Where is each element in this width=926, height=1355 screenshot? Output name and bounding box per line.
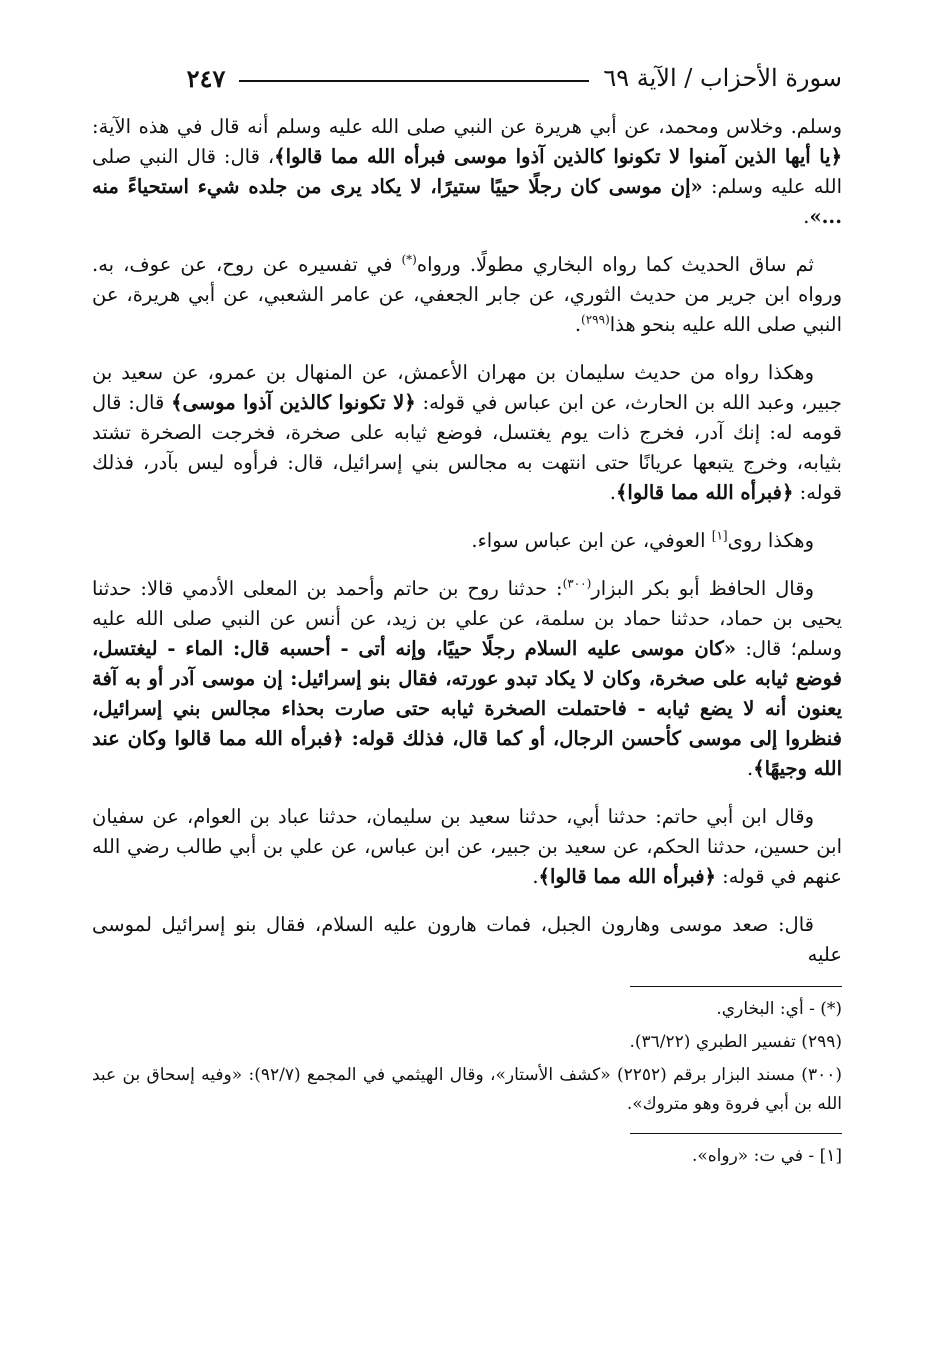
header-rule: [239, 80, 589, 82]
paragraph: [92, 574, 842, 784]
text-run: قال: قال قومه له: إنك آدر، فخرج ذات يوم يغتسل، فوضع ثيابه على صخرة، فخرجت الصخرة تشتد بثيابه، وخرج يتبعها عريانًا حتى انتهت به مجالس بني إسرائيل، قال: فرأوه ليس بآدر، فذلك قوله:: [92, 391, 842, 504]
text-run: ثم ساق الحديث كما رواه البخاري مطولًا. ورواه: [416, 253, 814, 276]
text-run: .: [609, 481, 616, 504]
variant-note: [١] - في ت: «رواه».: [691, 1146, 842, 1166]
quoted-text: «كان موسى عليه السلام رجلًا حييًا، وإنه أتى - أحسبه قال: الماء - ليغتسل، فوضع ثيابه على صخرة، وكان لا يكاد تبدو عورته، فقال بنو إسرائيل: إن موسى آدر أو به آفة يعنون أنه لا يضع ثيابه - فاحتملت الصخرة ثيابه حتى صارت بحذاء مجالس بني إسرائيل، فنظروا إلى موسى كأحسن الرجال، أو كما قال، فذلك قوله: ﴿فبرأه الله مما قالوا وكان عند الله وجيهًا﴾: [92, 637, 842, 780]
quoted-text: ﴿فبرأه الله مما قالوا﴾: [538, 865, 716, 888]
paragraph: [92, 112, 842, 232]
quoted-text: ﴿لا تكونوا كالذين آذوا موسى﴾: [171, 391, 416, 414]
quoted-text: ﴿فبرأه الله مما قالوا﴾: [615, 481, 794, 504]
quoted-text: «إن موسى كان رجلًا حييًا ستيرًا، لا يكاد يرى من جلده شيء استحياءً منه ...»: [92, 175, 842, 228]
text-run: .: [532, 865, 539, 888]
text-run: .: [574, 313, 582, 336]
footnote-marker: (٣٠٠): [562, 576, 592, 591]
text-run: في تفسيره عن روح، عن عوف، به. ورواه ابن جرير من حديث الثوري، عن جابر الجعفي، عن عامر الشعبي، عن أبي هريرة، عن النبي صلى الله عليه بنحو هذا: [92, 253, 842, 336]
footnote: (٢٩٩) تفسير الطبري (٣٦/٢٢).: [629, 1032, 842, 1052]
variant-notes: [92, 1142, 842, 1171]
text-run: وقال الحافظ أبو بكر البزار: [591, 577, 814, 600]
text-run: وهكذا روى: [727, 529, 814, 552]
header-title: سورة الأحزاب / الآية ٦٩: [603, 64, 842, 92]
text-run: .: [747, 757, 754, 780]
footnote-separator: [630, 986, 842, 987]
footnote-marker: (*): [401, 252, 417, 267]
text-run: العوفي، عن ابن عباس سواء.: [471, 529, 712, 552]
text-run: ، قال: قال النبي صلى الله عليه وسلم:: [92, 145, 842, 198]
text-run: وسلم. وخلاس ومحمد، عن أبي هريرة عن النبي صلى الله عليه وسلم أنه قال في هذه الآية:: [92, 115, 842, 138]
footnote: (٣٠٠) مسند البزار برقم (٢٢٥٢) «كشف الأستار»، وقال الهيثمي في المجمع (٩٢/٧): «وفيه إسحاق بن عبد الله بن أبي فروة وهو متروك».: [92, 1065, 842, 1114]
paragraph: [92, 802, 842, 892]
quoted-text: ﴿يا أيها الذين آمنوا لا تكونوا كالذين آذوا موسى فبرأه الله مما قالوا﴾: [274, 145, 842, 168]
text-run: .: [803, 205, 810, 228]
paragraph: [92, 250, 842, 340]
footnote: (*) - أي: البخاري.: [716, 999, 842, 1019]
body-text: [92, 112, 842, 970]
footnotes: [92, 995, 842, 1119]
text-run: قال: صعد موسى وهارون الجبل، فمات هارون عليه السلام، فقال بنو إسرائيل لموسى عليه: [92, 913, 842, 966]
footnote-marker: [١]: [711, 528, 728, 543]
text-run: وقال ابن أبي حاتم: حدثنا أبي، حدثنا سعيد بن سليمان، حدثنا عباد بن العوام، عن سفيان ابن حسين، حدثنا الحكم، عن سعيد بن جبير، عن ابن عباس، عن علي بن أبي طالب رضي الله عنهم في قوله:: [92, 805, 842, 888]
paragraph: [92, 358, 842, 508]
footnote-marker: (٢٩٩): [581, 312, 610, 327]
paragraph: [92, 526, 842, 556]
text-run: : حدثنا روح بن حاتم وأحمد بن المعلى الأدمي قالا: حدثنا يحيى بن حماد، حدثنا حماد بن سلمة، عن علي بن زيد، عن أنس عن النبي صلى الله عليه وسلم؛ قال:: [92, 577, 842, 660]
paragraph: [92, 910, 842, 970]
page-number: ٢٤٧: [186, 63, 226, 93]
text-run: وهكذا رواه من حديث سليمان بن مهران الأعمش، عن المنهال بن عمرو، عن سعيد بن جبير، وعبد الله بن الحارث، عن ابن عباس في قوله:: [92, 361, 842, 414]
running-header: [92, 58, 842, 98]
variant-notes-separator: [630, 1133, 842, 1134]
